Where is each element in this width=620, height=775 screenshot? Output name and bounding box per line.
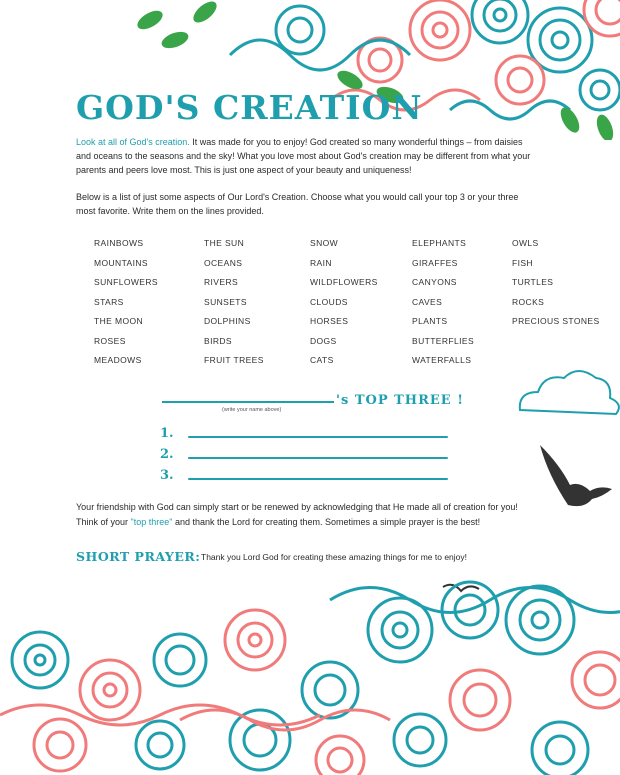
creation-word: ELEPHANTS [412,238,467,248]
creation-word: CANYONS [412,277,457,287]
name-hint: (write your name above) [222,407,282,413]
creation-word: THE SUN [204,238,245,248]
creation-word: OCEANS [204,257,243,268]
creation-word: SUNFLOWERS [94,277,158,287]
creation-word: PRECIOUS STONES [512,316,600,326]
intro-paragraph [76,135,536,177]
creation-word: BUTTERFLIES [412,335,475,346]
creation-word: BIRDS [204,335,232,346]
creation-word: DOGS [310,335,337,346]
creation-word: WATERFALLS [412,355,472,365]
name-line[interactable] [162,401,334,403]
creation-word: THE MOON [94,316,144,326]
answer-line-3[interactable] [188,478,448,480]
creation-word: TURTLES [512,277,554,287]
intro-lead: Look at all of God's creation. [76,137,190,147]
closing-paragraph [76,500,536,530]
creation-word: RAINBOWS [94,238,144,248]
number-1: 1. [160,426,174,441]
closing-pre: Your friendship with God can simply start or be renewed by acknowledging that He made all of creation for you! Think of your [76,502,518,527]
creation-word: MOUNTAINS [94,257,148,268]
creation-word: CLOUDS [310,296,348,307]
creation-word: WILDFLOWERS [310,277,378,287]
creation-word: HORSES [310,316,349,326]
creation-word: FISH [512,257,533,268]
answer-line-2[interactable] [188,457,448,459]
creation-word: DOLPHINS [204,316,251,326]
creation-word: STARS [94,296,124,307]
prayer-text: Thank you Lord God for creating these amazing things for me to enjoy! [201,552,468,562]
answer-line-1[interactable] [188,436,448,438]
creation-word: OWLS [512,238,539,248]
intro-text: It was made for you to enjoy! God created so many wonderful things – from daisies and oceans to the seasons and the sky! What you love most about God's creation may be different from what your parents and peers love most. This is just one aspect of your beauty and uniqueness! [76,137,531,175]
creation-word: CATS [310,355,334,365]
closing-post: and thank the Lord for creating them. Sometimes a simple prayer is the best! [172,517,481,527]
number-3: 3. [160,468,174,483]
creation-word: GIRAFFES [412,257,458,268]
creation-word: RIVERS [204,277,239,287]
creation-word: ROCKS [512,296,545,307]
creation-word: PLANTS [412,316,448,326]
creation-word: SNOW [310,238,339,248]
page-title: GOD'S CREATION [76,88,423,127]
creation-word: ROSES [94,335,126,346]
creation-word: MEADOWS [94,355,142,365]
prayer-label: SHORT PRAYER: [76,549,201,564]
number-2: 2. [160,447,174,462]
creation-word: FRUIT TREES [204,355,264,365]
top-three-title: 's TOP THREE ! [336,393,464,408]
creation-word: RAIN [310,257,332,268]
closing-highlight: "top three" [130,517,173,527]
instructions-paragraph: Below is a list of just some aspects of Our Lord's Creation. Choose what you would call your top 3 or your three most favorite. Write them on the lines provided. [76,192,519,216]
creation-word: SUNSETS [204,296,247,307]
creation-word: CAVES [412,296,443,307]
